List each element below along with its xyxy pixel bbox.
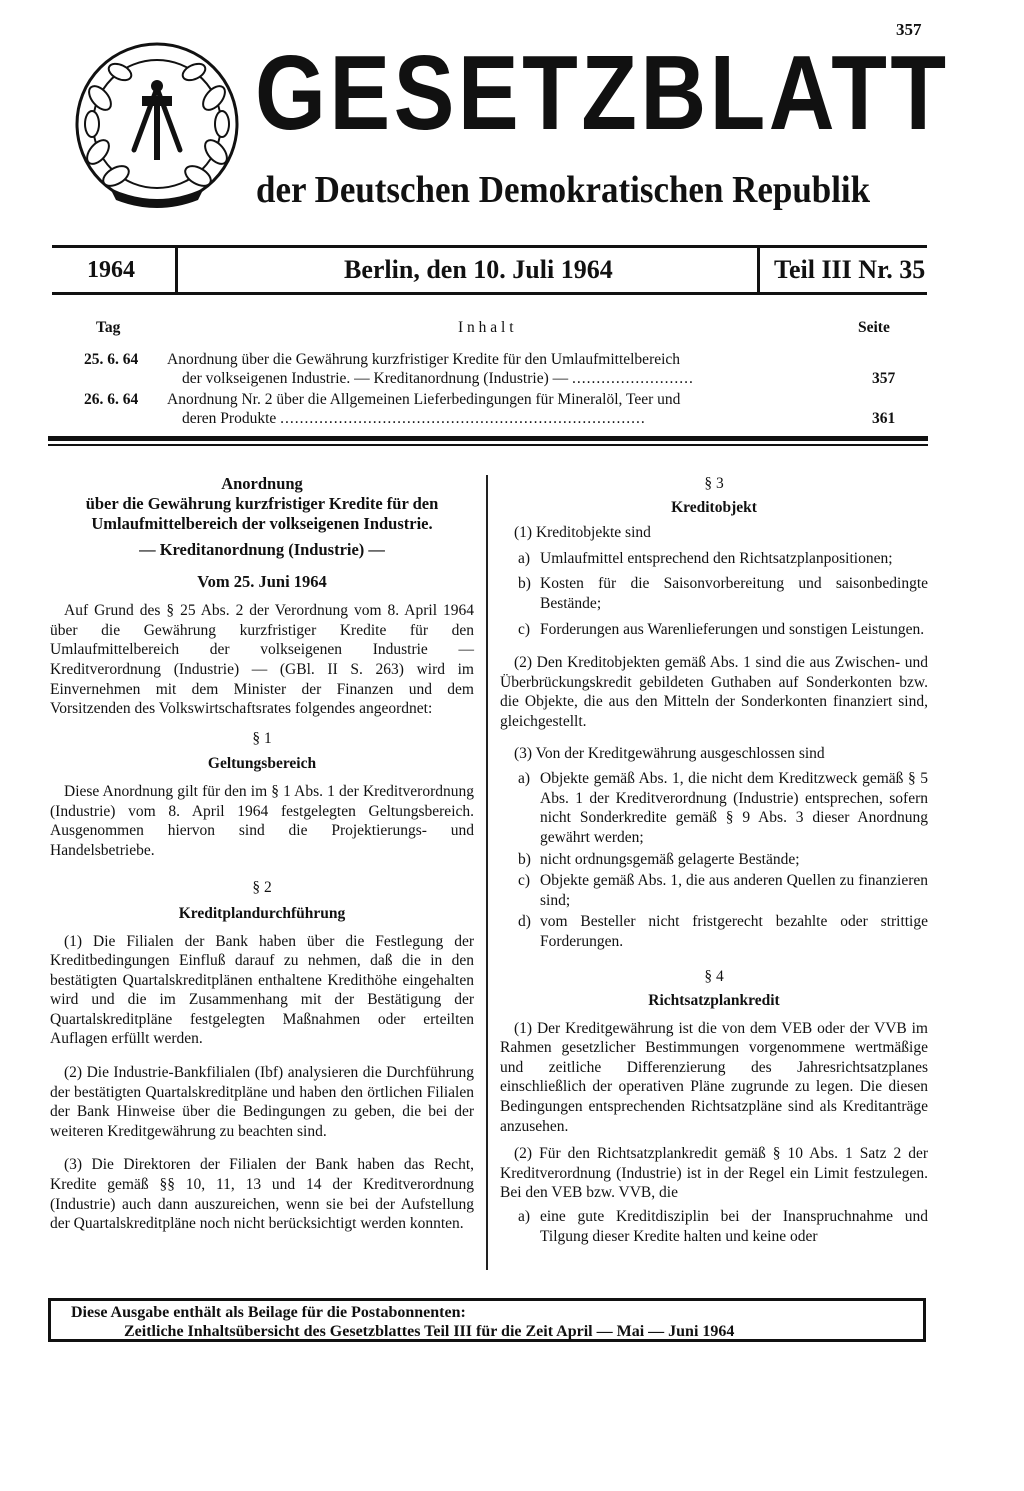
list-item-text: nicht ordnungsgemäß gelagerte Bestände;	[540, 850, 800, 868]
toc-entry-page: 361	[872, 410, 896, 427]
ordinance-title: über die Gewährung kurzfristiger Kredite für den	[85, 494, 439, 513]
ordinance-short-title: — Kreditanordnung (Industrie) —	[139, 540, 385, 559]
list-item-text: vom Besteller nicht fristgerecht bezahlte oder strittige Forderungen.	[540, 913, 928, 950]
section-paragraph: (2) Den Kreditobjekten gemäß Abs. 1 sind die aus Zwischen- und Überbrückungskredit gebildeten Guthaben auf Sonderkonten bzw. die Objekte, die aus den Mitteln der Sonderkonten finanziert sind, gleichgestellt.	[500, 654, 928, 730]
section-number: § 3	[704, 475, 724, 492]
list-item-label: c)	[518, 872, 531, 890]
section-paragraph: (2) Die Industrie-Bankfilialen (Ibf) analysieren die Durchführung der bestätigten Quartalskreditpläne und haben den örtlichen Filialen der Bank Hinweise über die Bedingungen zu geben, die bei der weiteren Kreditgewährung zu beachten sind.	[50, 1064, 474, 1140]
section-number: § 1	[252, 729, 272, 747]
toc-heading-title: I n h a l t	[458, 319, 514, 336]
toc-entry-date: 25. 6. 64	[84, 351, 139, 368]
toc-heading-day: Tag	[96, 319, 121, 336]
list-item-text: Umlaufmittel entsprechend den Richtsatzplanpositionen;	[540, 549, 893, 567]
toc-entry-title-cont: der volkseigenen Industrie. — Kreditanordnung (Industrie) —	[182, 370, 569, 387]
page-number: 357	[896, 20, 922, 39]
left-column	[50, 474, 474, 1234]
section-number: § 2	[252, 879, 272, 897]
list-item-label: b)	[518, 575, 531, 593]
state-emblem-icon	[70, 38, 245, 210]
list-item-label: c)	[518, 620, 531, 638]
supplement-notice-line: Diese Ausgabe enthält als Beilage für die Postabonnenten:	[71, 1304, 466, 1321]
list-item-label: a)	[518, 549, 531, 567]
toc-entry-title	[182, 409, 646, 429]
issue-date: Berlin, den 10. Juli 1964	[344, 255, 613, 284]
column-divider	[486, 475, 488, 1270]
toc-leader: ...........................................................................	[280, 410, 646, 427]
section-title: Richtsatzplankredit	[648, 992, 780, 1010]
preamble: Auf Grund des § 25 Abs. 2 der Verordnung vom 8. April 1964 über die Gewährung kurzfristiger Kredite für den Umlaufmittelbereich der volkseigenen Industrie — Kreditverordnung (Industrie) — (GBl. II S. 263) wird im Einvernehmen mit dem Minister der Finanzen und dem Vorsitzenden des Volkswirtschaftsrates folgendes angeordnet:	[50, 602, 474, 718]
section-paragraph: (2) Für den Richtsatzplankredit gemäß § 10 Abs. 1 Satz 2 der Kreditverordnung (Industrie) ist in der Regel ein Limit festzulegen. Bei den VEB bzw. VVB, die	[500, 1145, 928, 1202]
section-paragraph: (1) Die Filialen der Bank haben über die Festlegung der Kreditbedingungen Einfluß darauf zu nehmen, daß die in den bestätigten Quartalskreditplänen enthaltene Kredithöhe eingehalten wird und die im Zusammenhang mit der Bestätigung der Quartalskreditpläne festgelegten Maßnahmen oder erteilten Auflagen erfüllt werden.	[50, 932, 474, 1048]
list-item	[500, 769, 928, 847]
list-item-text: eine gute Kreditdisziplin bei der Inanspruchnahme und Tilgung dieser Kredite halten und keine oder	[540, 1208, 928, 1245]
divider	[48, 436, 928, 441]
right-column	[500, 474, 928, 1246]
list-item-text: Forderungen aus Warenlieferungen und sonstigen Leistungen.	[540, 620, 925, 638]
list-item	[500, 850, 928, 870]
toc-entry-page: 357	[872, 370, 896, 387]
ordinance-title: Umlaufmittelbereich der volkseigenen Industrie.	[91, 514, 433, 533]
section-number: § 4	[704, 968, 724, 986]
divider	[52, 245, 927, 248]
list-item-label: d)	[518, 913, 531, 931]
toc-leader: .........................	[571, 370, 694, 387]
toc-entry-title	[182, 369, 694, 389]
supplement-notice-line: Zeitliche Inhaltsübersicht des Gesetzblattes Teil III für die Zeit April — Mai — Juni 1964	[124, 1323, 735, 1340]
list-item-text: Objekte gemäß Abs. 1, die nicht dem Kreditzweck gemäß § 5 Abs. 1 der Kreditverordnung (Industrie) entsprechen, sofern nicht Sonderkredite gemäß § 9 Abs. 3 dieser Anordnung gewährt werden;	[540, 770, 928, 846]
list-item-label: a)	[518, 1208, 531, 1225]
toc-entry-title: Anordnung über die Gewährung kurzfristiger Kredite für den Umlaufmittelbereich	[167, 351, 681, 368]
list-item-label: b)	[518, 850, 531, 868]
list-item	[500, 912, 928, 951]
section-paragraph: (1) Kreditobjekte sind	[514, 524, 651, 542]
masthead-title: GESETZBLATT	[255, 34, 950, 152]
list-item-text: Kosten für die Saisonvorbereitung und saisonbedingte Bestände;	[540, 575, 928, 612]
toc-entry-date: 26. 6. 64	[84, 391, 139, 408]
issue-part: Teil III Nr. 35	[774, 255, 926, 284]
section-text: Diese Anordnung gilt für den im § 1 Abs. 1 der Kreditverordnung (Industrie) vom 8. April 1964 festgelegten Geltungsbereich. Ausgenommen hiervon sind die Projektierungs- und Handelsbetriebe.	[50, 782, 474, 859]
section-paragraph: (3) Von der Kreditgewährung ausgeschlossen sind	[514, 744, 825, 762]
masthead-subtitle: der Deutschen Demokratischen Republik	[256, 169, 871, 211]
section-title: Kreditobjekt	[671, 498, 757, 516]
toc-heading-page: Seite	[858, 319, 890, 336]
divider	[52, 292, 927, 295]
section-paragraph: (3) Die Direktoren der Filialen der Bank haben das Recht, Kredite gemäß §§ 10, 11, 13 und 14 der Kreditverordnung (Industrie) auch dann auszureichen, wenn sie bei der Aufstellung der Quartalskreditpläne noch nicht berücksichtigt werden konnten.	[50, 1156, 474, 1233]
list-item	[500, 1207, 928, 1246]
ordinance-date: Vom 25. Juni 1964	[197, 571, 327, 591]
list-item	[500, 620, 928, 640]
section-title: Geltungsbereich	[207, 755, 317, 773]
list-item	[500, 574, 928, 613]
list-item-label: a)	[518, 770, 531, 788]
issue-year: 1964	[87, 257, 135, 283]
toc-entry-title-cont: deren Produkte	[182, 410, 277, 427]
divider	[48, 444, 928, 446]
supplement-notice	[48, 1298, 926, 1342]
list-item	[500, 549, 928, 569]
ordinance-title: Anordnung	[221, 474, 303, 493]
toc-entry-title: Anordnung Nr. 2 über die Allgemeinen Lieferbedingungen für Mineralöl, Teer und	[167, 391, 681, 408]
section-title: Kreditplandurchführung	[178, 904, 346, 922]
section-paragraph: (1) Der Kreditgewährung ist die von dem VEB oder der VVB im Rahmen gesetzlicher Bestimmungen vorgenommene wertmäßige und zeitliche Differenzierung des Jahresrichtsatzplanes einschließlich der operativen Pläne zugrunde zu legen. Die diesen Bedingungen entsprechenden Richtsatzpläne sind als Kreditanträge anzusehen.	[500, 1019, 928, 1135]
list-item	[500, 871, 928, 910]
divider	[175, 247, 178, 293]
issue-bar	[52, 245, 927, 295]
list-item-text: Objekte gemäß Abs. 1, die aus anderen Quellen zu finanzieren sind;	[540, 872, 928, 909]
divider	[757, 247, 760, 293]
